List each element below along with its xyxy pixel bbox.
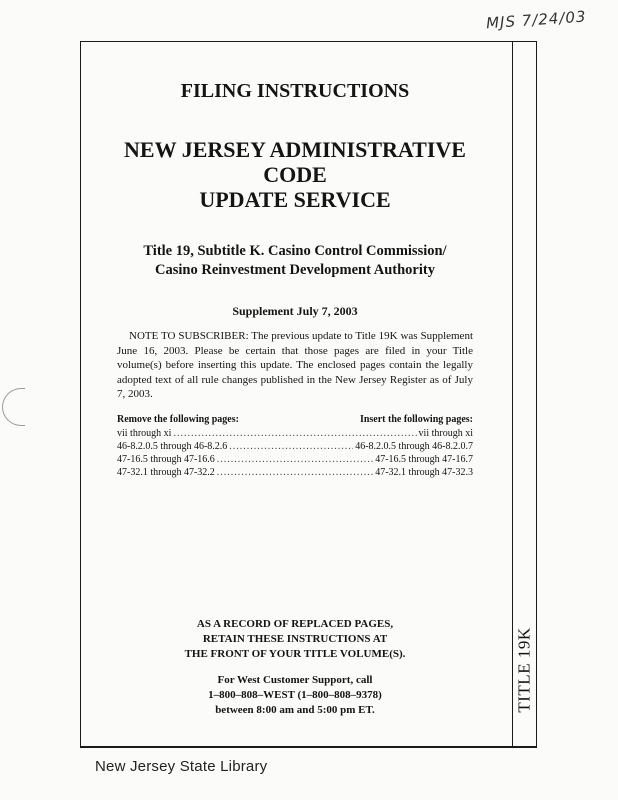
insert-pages: 47-32.1 through 47-32.3 [375,466,473,478]
insert-pages: 47-16.5 through 47-16.7 [375,453,473,465]
dot-leader [173,427,416,440]
handwritten-note: MJS 7/24/03 [485,7,588,33]
support-hours: between 8:00 am and 5:00 pm ET. [215,704,375,716]
remove-pages: 47-16.5 through 47-16.6 [117,453,215,465]
insert-pages: 46-8.2.0.5 through 46-8.2.0.7 [355,440,473,452]
bottom-rule [80,747,537,748]
dot-leader [217,453,373,466]
customer-support [117,673,473,718]
code-title [97,137,493,212]
record-line: THE FRONT OF YOUR TITLE VOLUME(S). [184,648,406,660]
record-instruction [117,617,473,662]
instructions-body [117,80,473,479]
code-title-line: NEW JERSEY ADMINISTRATIVE CODE [124,137,466,187]
table-row [117,427,473,440]
page-replacement-table [117,413,473,479]
subtitle [117,242,473,280]
support-line: For West Customer Support, call [217,674,373,686]
table-row [117,453,473,466]
page-table-header [117,413,473,427]
title-tab-label [510,620,540,720]
binder-hole-mark [2,388,25,426]
remove-header: Remove the following pages: [117,413,239,425]
table-row [117,440,473,453]
subscriber-note: NOTE TO SUBSCRIBER: The previous update to Title 19K was Supplement June 16, 2003. Please be certain that those pages are filed in your Title volume(s) before inserting this update. The enclosed pages contain the legally adopted text of all rule changes published in the New Jersey Register as of July 7, 2003. [117,330,473,401]
library-stamp: New Jersey State Library [95,758,268,775]
page-title: FILING INSTRUCTIONS [180,80,410,102]
insert-header: Insert the following pages: [359,413,473,425]
remove-pages: vii through xi [117,427,172,439]
tab-label-text: TITLE 19K [515,627,535,713]
insert-pages: vii through xi [418,427,473,439]
remove-pages: 47-32.1 through 47-32.2 [117,466,215,478]
table-row [117,466,473,479]
supplement-date: Supplement July 7, 2003 [232,304,358,318]
dot-leader [229,440,353,453]
remove-pages: 46-8.2.0.5 through 46-8.2.6 [117,440,228,452]
support-phone: 1–800–808–WEST (1–800–808–9378) [208,689,382,701]
code-title-line: UPDATE SERVICE [199,187,391,212]
subtitle-line: Casino Reinvestment Development Authority [155,262,435,278]
record-line: AS A RECORD OF REPLACED PAGES, [196,618,394,630]
record-line: RETAIN THESE INSTRUCTIONS AT [202,633,388,645]
subtitle-line: Title 19, Subtitle K. Casino Control Commission/ [143,243,447,259]
dot-leader [217,466,373,479]
